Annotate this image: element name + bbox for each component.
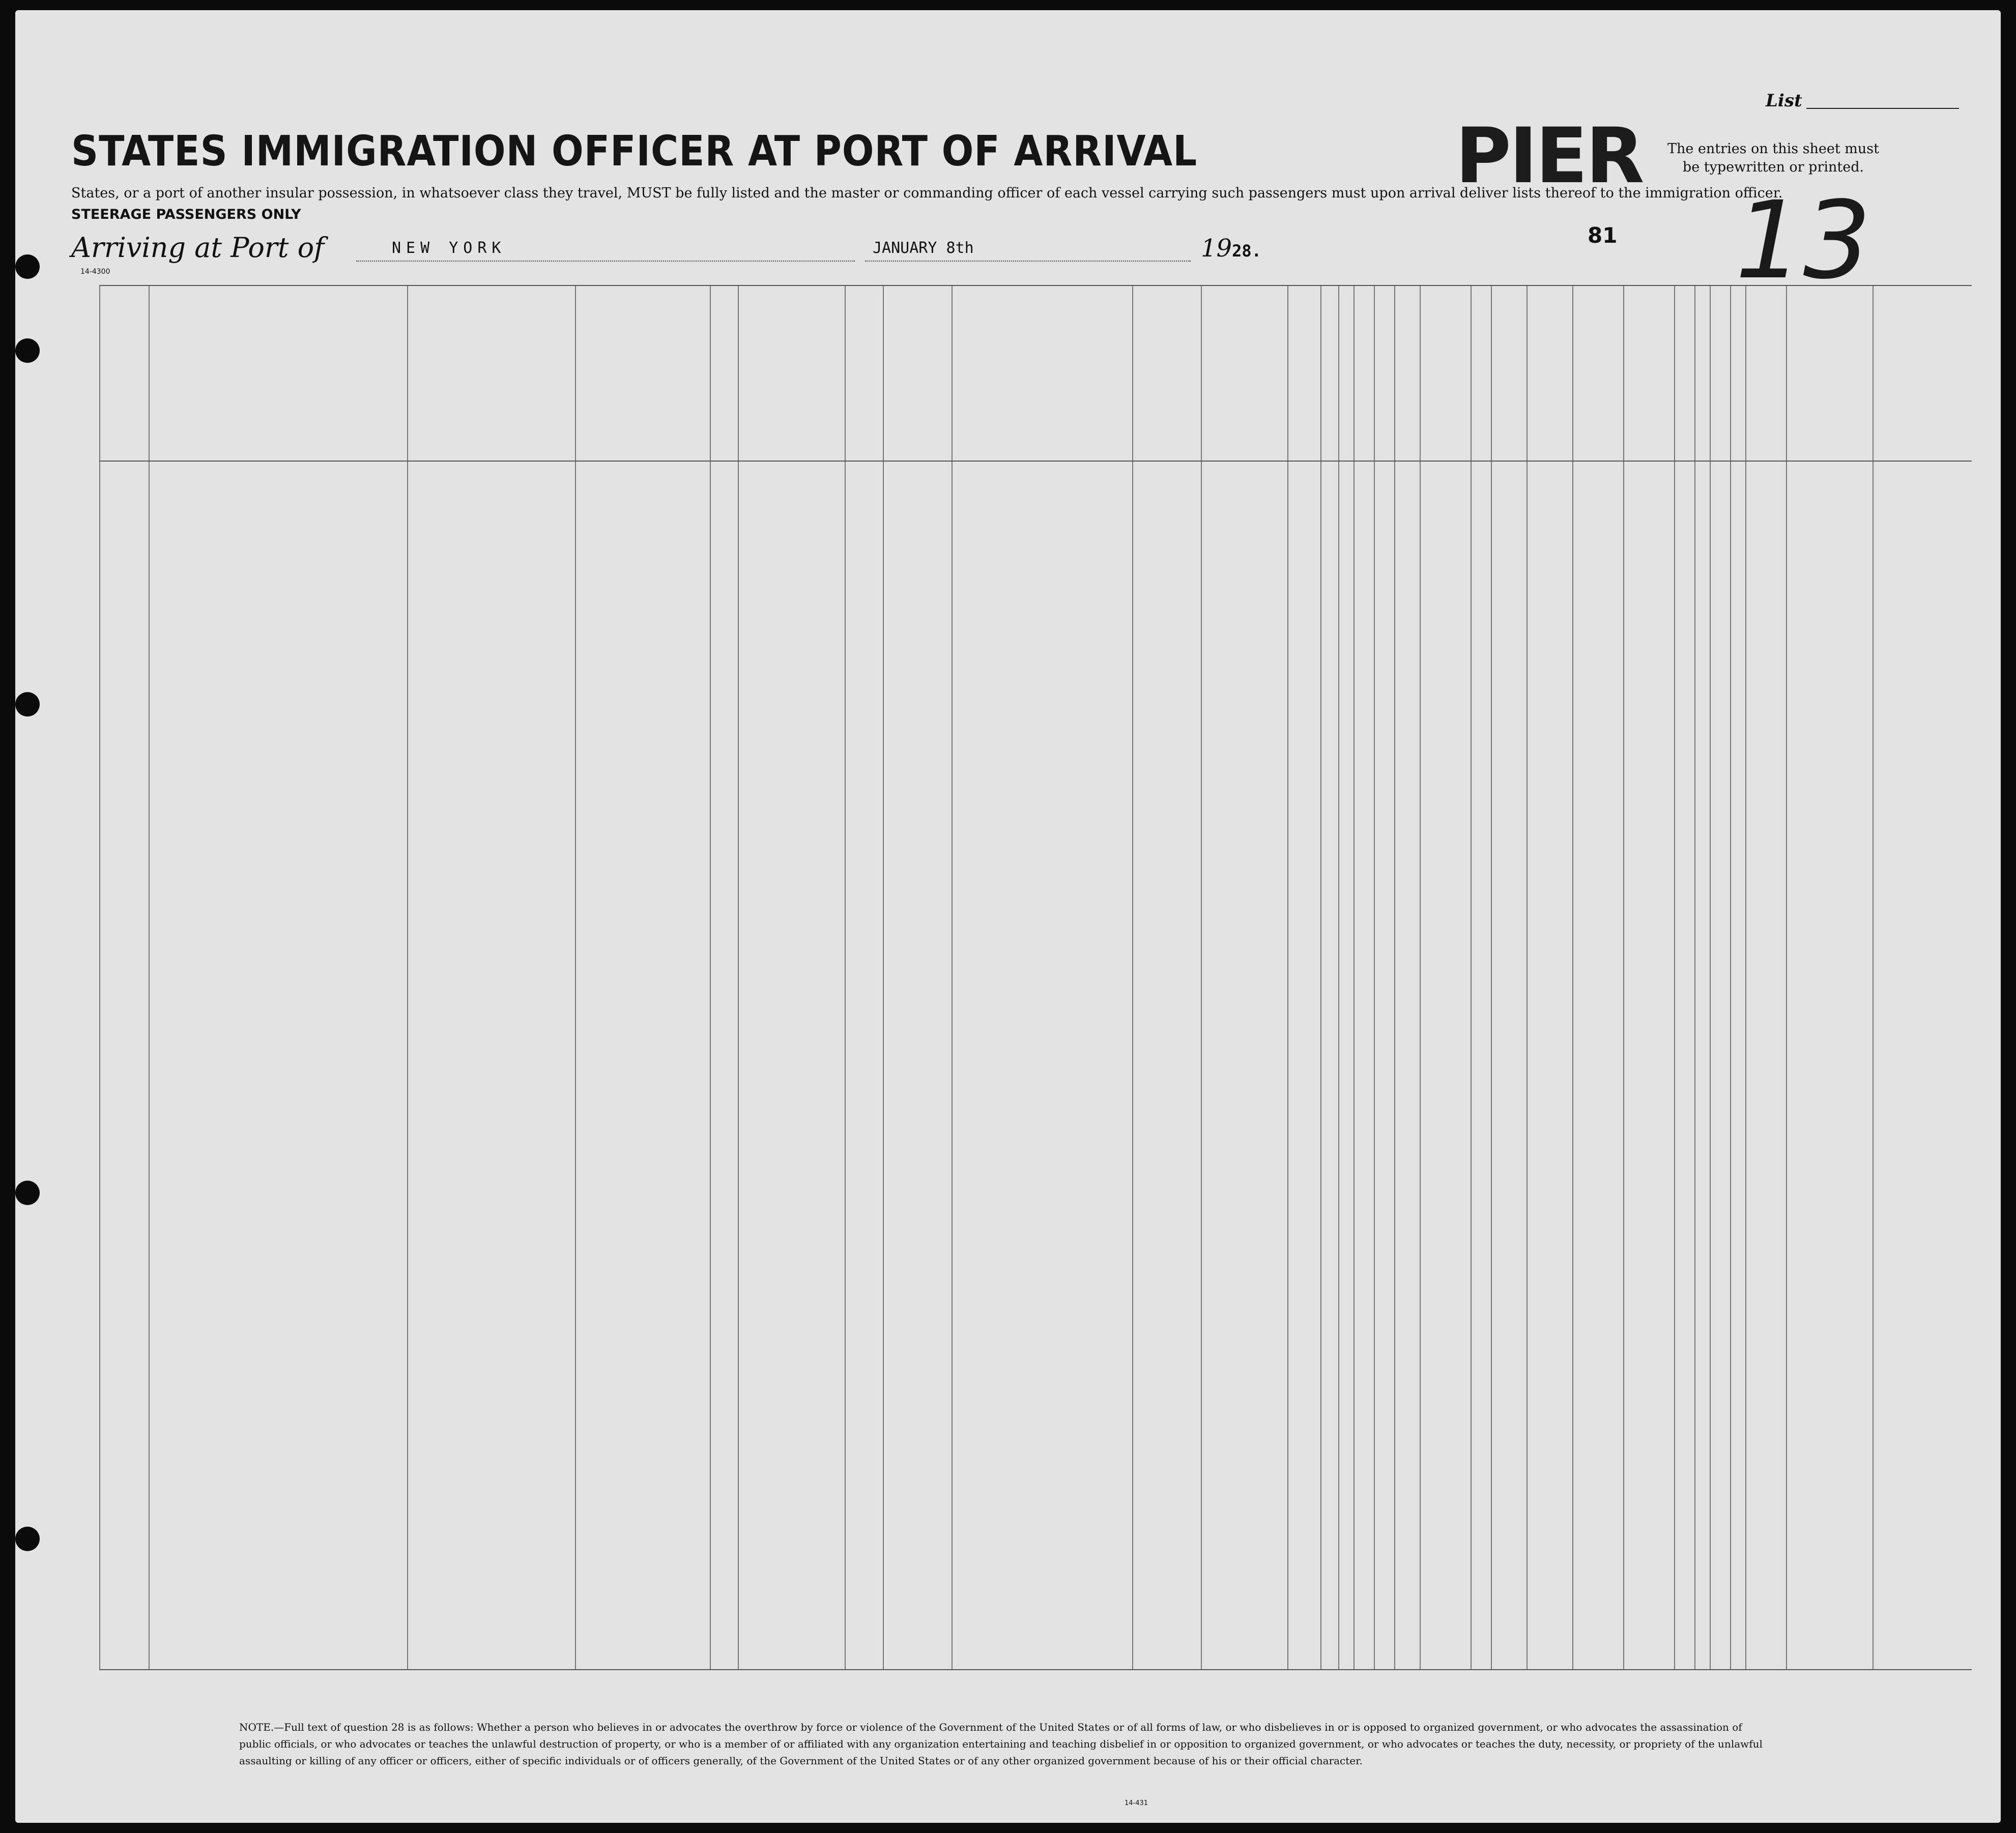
- table-top-rule: [99, 285, 1972, 286]
- column-rule: [952, 285, 953, 1669]
- year-prefix: 19: [1201, 234, 1232, 263]
- column-rule: [1623, 285, 1624, 1669]
- column-rule: [1694, 285, 1695, 1669]
- column-rule: [1730, 285, 1731, 1669]
- column-rule: [1394, 285, 1395, 1669]
- column-rule: [1527, 285, 1528, 1669]
- column-rule: [1201, 285, 1202, 1669]
- column-rule: [738, 285, 739, 1669]
- steerage-label: STEERAGE PASSENGERS ONLY: [71, 207, 301, 222]
- arrival-date: JANUARY 8th: [873, 239, 974, 257]
- subtitle: States, or a port of another insular possession, in whatsoever class they travel, MUST be fully listed and the master or commanding officer of each vessel carrying such passengers must upon arrival deliver lists thereof to the immigration officer.: [71, 185, 1783, 201]
- column-rule: [1132, 285, 1133, 1669]
- form-number: 14-4300: [80, 268, 110, 276]
- header-bottom-rule: [99, 461, 1972, 462]
- column-rule: [1786, 285, 1787, 1669]
- column-rule: [1420, 285, 1421, 1669]
- table-bottom-rule: [99, 1669, 1972, 1670]
- column-rule: [1572, 285, 1573, 1669]
- column-rule: [575, 285, 576, 1669]
- column-rule: [883, 285, 884, 1669]
- port-value: NEW YORK: [392, 239, 506, 257]
- column-rule: [1491, 285, 1492, 1669]
- column-rule: [149, 285, 150, 1669]
- page-title: STATES IMMIGRATION OFFICER AT PORT OF ARRIVAL: [71, 127, 1198, 176]
- column-rule: [407, 285, 408, 1669]
- column-rule: [1320, 285, 1321, 1669]
- list-label: List: [1766, 91, 1802, 111]
- column-rule: [1710, 285, 1711, 1669]
- form-number-bottom: 14-431: [1125, 1799, 1148, 1807]
- column-rule: [1674, 285, 1675, 1669]
- column-rule: [710, 285, 711, 1669]
- entries-note: The entries on this sheet must be typewritten or printed.: [1667, 141, 1879, 175]
- pier-stamp: PIER: [1455, 112, 1643, 201]
- footnote: NOTE.—Full text of question 28 is as follows: Whether a person who believes in or advocates the overthrow by force or violence of the Government of the United States or of all forms of law, or who disbelieves in or is opposed to organized government, or who advocates the assassination of public officials, or who advocates or teaches the unlawful destruction of property, or who is a member of or affiliated with any organization entertaining and teaching disbelief in or opposition to organized government, or who advocates or teaches the duty, necessity, or propriety of the unlawful assaulting or killing of any officer or officers, either of specific individuals or of officers generally, of the Government of the United States or of any other organized government because of his or their official character.: [239, 1721, 1763, 1767]
- year-suffix: 28.: [1232, 241, 1261, 261]
- column-rule: [1287, 285, 1288, 1669]
- column-rule: [99, 285, 100, 1669]
- column-rule: [1353, 285, 1355, 1669]
- column-rule: [1471, 285, 1472, 1669]
- column-rule: [1745, 285, 1746, 1669]
- pier-number: 81: [1588, 223, 1618, 248]
- column-rule: [1873, 285, 1874, 1669]
- column-rule: [845, 285, 846, 1669]
- column-rule: [1374, 285, 1375, 1669]
- sheet-number: 13: [1735, 178, 1871, 303]
- arriving-label: Arriving at Port of: [71, 232, 325, 264]
- column-rule: [1338, 285, 1339, 1669]
